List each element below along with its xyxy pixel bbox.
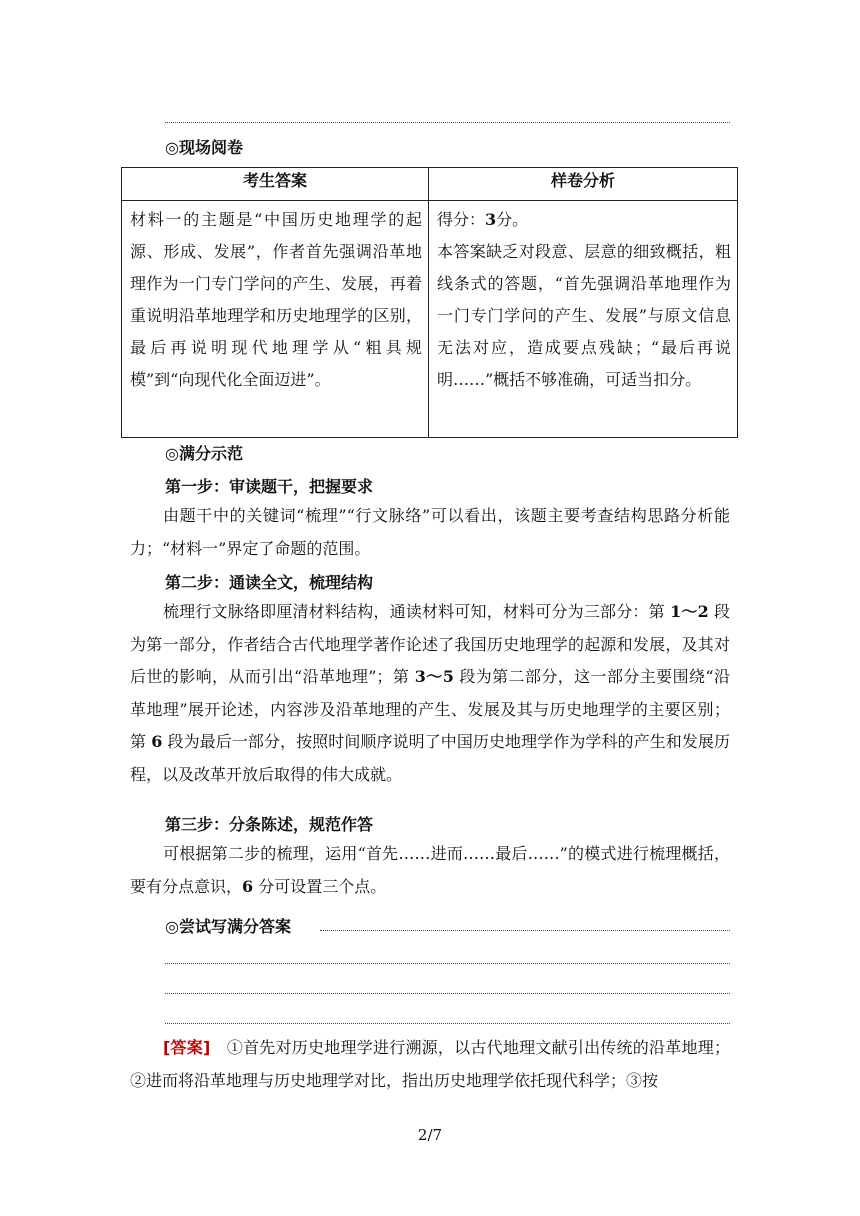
step2-range-3: 6 [151,732,163,751]
step2-text-4: 段为最后一部分，按照时间顺序说明了中国历史地理学作为学科的产生和发展历程，以及改革开放后取得的伟大成就。 [130,732,730,784]
step2-title: 第二步：通读全文，梳理结构 [165,573,374,592]
answer-text: ①首先对历史地理学进行溯源，以古代地理文献引出传统的沿革地理；②进而将沿革地理与历史地理学对比，指出历史地理学依托现代科学；③按 [130,1038,730,1090]
model-heading: ◎满分示范 [165,444,243,463]
step2-text-3: 段为第二部分，这一部分主要围绕“沿革地理”展开论述，内容涉及沿革地理的产生、发展及其与历史地理学的主要区别；第 [130,667,730,751]
student-answer-text: 材料一的主题是“中国历史地理学的起源、形成、发展”，作者首先强调沿革地理作为一门专门学问的产生、发展，再着重说明沿革地理学和历史地理学的区别，最后再说明现代地理学从“粗具规模”到“向现代化全面迈进”。 [130,210,422,389]
answer-line-1[interactable] [320,930,730,931]
review-heading: ◎现场阅卷 [165,138,243,157]
step3-paragraph [130,838,730,903]
score-label: 得分： [437,210,486,229]
sample-analysis-cell [429,201,738,438]
student-answer-cell [122,201,429,438]
score-value: 3 [485,210,497,229]
answer-column-header: 考生答案 [122,168,429,201]
review-table-body-row [122,201,738,438]
answer-label: [答案] [163,1038,211,1057]
step3-text-1: 可根据第二步的梳理，运用“首先……进而……最后……”的模式进行梳理概括，要有分点意识， [130,844,730,896]
review-table [121,167,738,438]
answer-line-4[interactable] [165,1023,730,1024]
step2-range-2: 3～5 [414,667,454,686]
try-heading: ◎尝试写满分答案 [165,917,291,936]
page-number: 2/7 [417,1126,443,1144]
step3-title: 第三步：分条陈述，规范作答 [165,815,374,834]
answer-line-3[interactable] [165,993,730,994]
step3-text-2: 分可设置三个点。 [253,876,387,896]
score-line [437,204,731,236]
answer-paragraph [130,1032,730,1097]
review-table-header-row [122,168,738,201]
top-dotted-rule [165,122,730,123]
step1-title: 第一步：审读题干，把握要求 [165,477,374,496]
analysis-text: 本答案缺乏对段意、层意的细致概括，粗线条式的答题，“首先强调沿革地理作为一门专门学问的产生、发展”与原文信息无法对应，造成要点残缺；“最后再说明……”概括不够准确，可适当扣分。 [437,242,731,389]
analysis-column-header: 样卷分析 [429,168,738,201]
step3-points: 6 [242,876,254,896]
score-unit: 分。 [496,210,529,229]
answer-line-2[interactable] [165,963,730,964]
step1-paragraph: 由题干中的关键词“梳理”“行文脉络”可以看出，该题主要考查结构思路分析能力；“材料一”界定了命题的范围。 [130,506,730,558]
step2-range-1: 1～2 [670,602,709,621]
step2-paragraph [130,596,730,791]
step2-text-1: 梳理行文脉络即厘清材料结构，通读材料可知，材料可分为三部分：第 [163,602,671,621]
step2-text-2: 段为第一部分，作者结合古代地理学著作论述了我国历史地理学的起源和发展，及其对后世的影响，从而引出“沿革地理”；第 [130,602,730,686]
